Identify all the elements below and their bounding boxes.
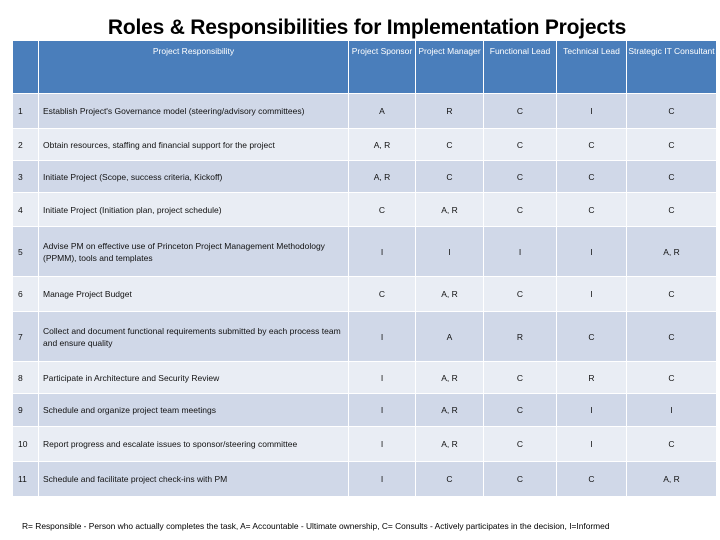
raci-cell-sponsor: C — [349, 277, 416, 312]
raci-cell-technical: C — [557, 161, 627, 193]
header-role-manager: Project Manager — [416, 41, 484, 94]
table-row — [13, 362, 717, 394]
responsibility-cell: Obtain resources, staffing and financial support for the project — [39, 129, 349, 161]
raci-cell-functional: C — [484, 362, 557, 394]
responsibility-cell: Participate in Architecture and Security Review — [39, 362, 349, 394]
responsibility-cell: Advise PM on effective use of Princeton Project Management Methodology (PPMM), tools and templates — [39, 227, 349, 277]
raci-cell-consultant: C — [627, 427, 717, 462]
raci-cell-consultant: C — [627, 94, 717, 129]
table-row — [13, 193, 717, 227]
row-number: 9 — [13, 394, 39, 427]
table-row — [13, 312, 717, 362]
responsibility-cell: Initiate Project (Initiation plan, project schedule) — [39, 193, 349, 227]
row-number: 10 — [13, 427, 39, 462]
row-number: 11 — [13, 462, 39, 497]
raci-cell-sponsor: A, R — [349, 161, 416, 193]
header-role-sponsor: Project Sponsor — [349, 41, 416, 94]
raci-cell-technical: I — [557, 227, 627, 277]
raci-cell-manager: C — [416, 161, 484, 193]
raci-cell-technical: C — [557, 193, 627, 227]
raci-cell-technical: R — [557, 362, 627, 394]
raci-cell-sponsor: A, R — [349, 129, 416, 161]
raci-cell-sponsor: I — [349, 362, 416, 394]
row-number: 4 — [13, 193, 39, 227]
header-task: Project Responsibility — [39, 41, 349, 94]
table-row — [13, 427, 717, 462]
header-role-consultant: Strategic IT Consultant — [627, 41, 717, 94]
raci-cell-consultant: C — [627, 277, 717, 312]
legend-text: R= Responsible - Person who actually completes the task, A= Accountable - Ultimate ownership, C= Consults - Actively participates in the decision, I=Informed — [22, 521, 610, 531]
raci-cell-technical: C — [557, 312, 627, 362]
header-role-functional: Functional Lead — [484, 41, 557, 94]
responsibility-cell: Schedule and organize project team meetings — [39, 394, 349, 427]
responsibility-cell: Establish Project's Governance model (steering/advisory committees) — [39, 94, 349, 129]
raci-cell-functional: C — [484, 129, 557, 161]
row-number: 3 — [13, 161, 39, 193]
raci-cell-manager: A, R — [416, 427, 484, 462]
table-row — [13, 227, 717, 277]
row-number: 8 — [13, 362, 39, 394]
raci-cell-consultant: C — [627, 193, 717, 227]
page-title: Roles & Responsibilities for Implementation Projects — [107, 16, 627, 39]
raci-cell-functional: I — [484, 227, 557, 277]
raci-cell-sponsor: I — [349, 312, 416, 362]
raci-cell-functional: C — [484, 161, 557, 193]
raci-cell-consultant: I — [627, 394, 717, 427]
raci-cell-technical: I — [557, 427, 627, 462]
row-number: 5 — [13, 227, 39, 277]
responsibility-cell: Collect and document functional requirements submitted by each process team and ensure quality — [39, 312, 349, 362]
raci-cell-consultant: C — [627, 129, 717, 161]
raci-cell-functional: C — [484, 462, 557, 497]
table-row — [13, 462, 717, 497]
raci-cell-functional: C — [484, 277, 557, 312]
table-row — [13, 94, 717, 129]
header-role-technical: Technical Lead — [557, 41, 627, 94]
raci-cell-functional: C — [484, 427, 557, 462]
raci-cell-functional: C — [484, 94, 557, 129]
raci-cell-manager: A, R — [416, 394, 484, 427]
raci-cell-consultant: C — [627, 362, 717, 394]
row-number: 1 — [13, 94, 39, 129]
raci-cell-manager: C — [416, 462, 484, 497]
raci-cell-technical: I — [557, 277, 627, 312]
raci-cell-consultant: A, R — [627, 227, 717, 277]
raci-cell-technical: I — [557, 94, 627, 129]
table-row — [13, 277, 717, 312]
raci-cell-manager: A, R — [416, 362, 484, 394]
raci-cell-manager: A, R — [416, 193, 484, 227]
responsibility-cell: Schedule and facilitate project check-ins with PM — [39, 462, 349, 497]
raci-table — [12, 40, 717, 497]
raci-cell-consultant: A, R — [627, 462, 717, 497]
table-row — [13, 129, 717, 161]
raci-cell-manager: I — [416, 227, 484, 277]
row-number: 6 — [13, 277, 39, 312]
row-number: 7 — [13, 312, 39, 362]
header-num — [13, 41, 39, 94]
responsibility-cell: Manage Project Budget — [39, 277, 349, 312]
raci-cell-consultant: C — [627, 161, 717, 193]
header-row — [13, 41, 717, 94]
responsibility-cell: Report progress and escalate issues to sponsor/steering committee — [39, 427, 349, 462]
raci-cell-technical: C — [557, 462, 627, 497]
responsibility-cell: Initiate Project (Scope, success criteria, Kickoff) — [39, 161, 349, 193]
raci-cell-technical: C — [557, 129, 627, 161]
row-number: 2 — [13, 129, 39, 161]
raci-cell-functional: C — [484, 193, 557, 227]
raci-cell-sponsor: I — [349, 462, 416, 497]
raci-cell-manager: R — [416, 94, 484, 129]
raci-cell-consultant: C — [627, 312, 717, 362]
raci-cell-manager: A — [416, 312, 484, 362]
raci-cell-sponsor: C — [349, 193, 416, 227]
raci-cell-functional: C — [484, 394, 557, 427]
raci-cell-sponsor: I — [349, 427, 416, 462]
raci-cell-sponsor: I — [349, 394, 416, 427]
raci-cell-manager: A, R — [416, 277, 484, 312]
raci-cell-technical: I — [557, 394, 627, 427]
table-row — [13, 394, 717, 427]
raci-cell-manager: C — [416, 129, 484, 161]
raci-cell-sponsor: I — [349, 227, 416, 277]
raci-cell-sponsor: A — [349, 94, 416, 129]
raci-cell-functional: R — [484, 312, 557, 362]
table-row — [13, 161, 717, 193]
